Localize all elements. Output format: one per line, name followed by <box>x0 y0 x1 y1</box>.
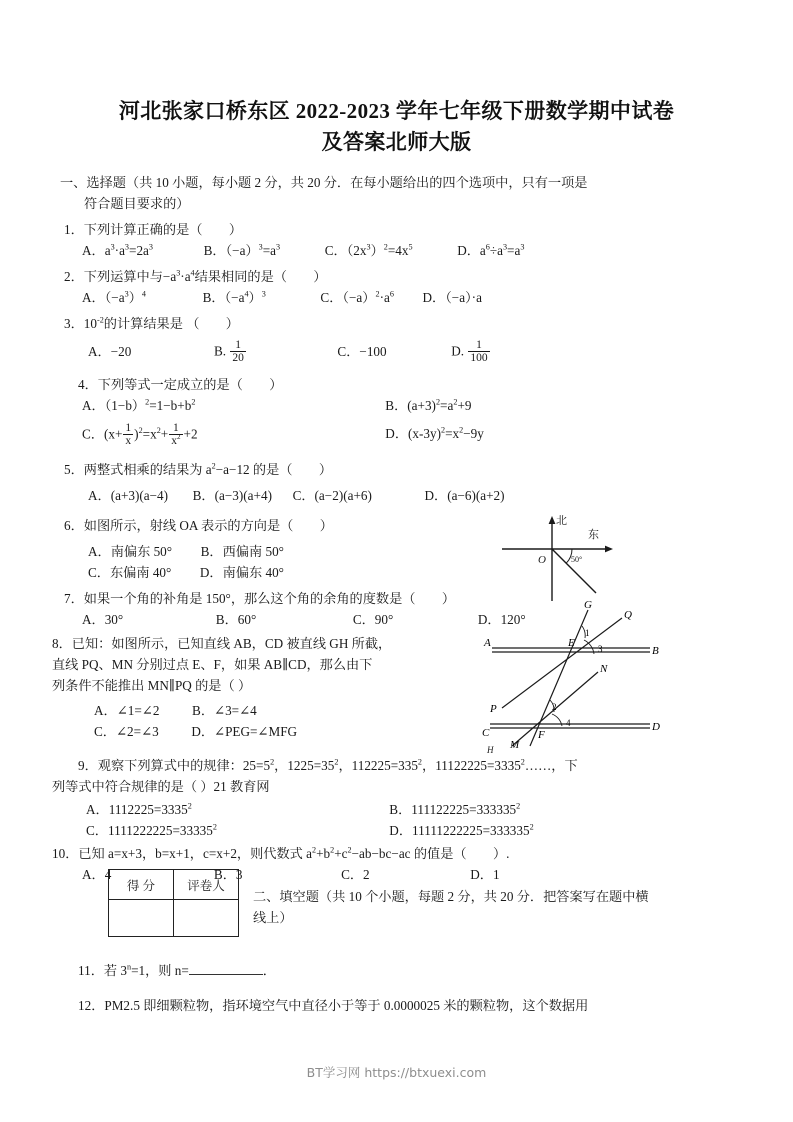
option-c[interactable]: C．(x+ $\frac{1}{x}$ )$^2=x^2+$ $\frac{1}{x^2}$ +2 <box>82 422 198 447</box>
label-F: F <box>538 729 545 741</box>
compass-origin-label: O <box>538 554 546 566</box>
option-b[interactable]: B．60° <box>215 612 257 627</box>
question-2-text: 下列运算中与$-a^3\cdot a^4$结果相同的是（ ） <box>83 268 327 284</box>
option-d[interactable]: D．（−a）·a <box>422 290 482 305</box>
score-value-cell[interactable] <box>109 900 174 937</box>
option-a[interactable]: A．30° <box>82 612 124 627</box>
question-8-stem-line-3: 列条件不能推出 MN∥PQ 的是（ ） <box>52 678 252 693</box>
score-header-cell: 得 分 <box>109 870 174 900</box>
question-8 <box>52 633 452 742</box>
option-a[interactable]: A．$(1-b)^2=1-b+b^2$ <box>82 397 196 413</box>
option-a[interactable]: A．南偏东 50° <box>88 544 173 559</box>
option-d[interactable]: D．120° <box>477 612 526 627</box>
option-d[interactable]: D．$a^6\div a^3=a^3$ <box>457 242 525 258</box>
option-a[interactable]: A．(a+3)(a−4) <box>88 488 169 503</box>
question-5-stem <box>52 459 741 480</box>
option-c[interactable]: C．$1111222225=33335^2$ <box>86 822 217 838</box>
question-12-number: 12． <box>78 998 105 1013</box>
question-5-text: 两整式相乘的结果为 $a^2-a-12$ 的是（ ） <box>83 461 333 477</box>
fraction-one-twentieth: $\frac{1}{20}$ <box>232 339 244 364</box>
question-10-text: 已知 a=x+3，b=x+1，c=x+2，则代数式 $a^2+b^2+c^2-ab-bc-ac$ 的值是（ ）. <box>78 845 510 861</box>
option-c[interactable]: C．90° <box>352 612 394 627</box>
option-d[interactable]: D．∠PEG=∠MFG <box>191 724 298 739</box>
question-4-options-row-1 <box>52 395 741 416</box>
question-2-options <box>52 287 741 308</box>
question-9-stem-line-1 <box>52 755 741 776</box>
question-1 <box>52 219 741 261</box>
question-8-options-row-2 <box>52 721 452 742</box>
question-1-stem <box>52 219 741 240</box>
section-2-heading-line-1: 二、填空题（共 10 个小题，每题 2 分，共 20 分．把答案写在题中横 <box>253 889 649 904</box>
option-a[interactable]: A．$a^3\cdot a^3=2a^3$ <box>82 242 153 258</box>
question-1-text: 下列计算正确的是（ ） <box>83 222 243 237</box>
figure-parallel-lines <box>482 596 662 748</box>
option-d[interactable]: D．(a−6)(a+2) <box>424 488 505 503</box>
option-a[interactable]: A．4 <box>82 867 112 882</box>
question-3-text: $10^{-2}$的计算结果是 （ ） <box>83 315 239 331</box>
question-10-stem <box>52 843 741 864</box>
score-table <box>108 869 239 937</box>
question-11 <box>52 960 742 981</box>
question-4 <box>52 374 741 448</box>
option-b[interactable]: B．3 <box>213 867 243 882</box>
title-line-1: 河北张家口桥东区 2022-2023 学年七年级下册数学期中试卷 <box>118 99 675 123</box>
compass-svg <box>496 513 666 605</box>
question-3 <box>52 313 741 365</box>
option-c[interactable]: C．$(-a)^2\cdot a^6$ <box>320 289 394 305</box>
compass-east-label: 东 <box>588 528 599 541</box>
table-row-header <box>109 870 239 900</box>
question-8-stem-line-1: 8．已知：如图所示，已知直线 AB，CD 被直线 GH 所截， <box>52 636 392 651</box>
label-angle-1: 1 <box>585 628 590 638</box>
question-9-text-1: 观察下列算式中的规律：$25=5^2$，$1225=35^2$，$112225=335^2$，$11122225=3335^2\dots\dots$，下 <box>97 757 578 773</box>
label-B: B <box>652 645 659 657</box>
page-title <box>0 0 793 158</box>
question-8-stem-line-2: 直线 PQ、MN 分别过点 E、F，如果 AB∥CD，那么由下 <box>52 657 373 672</box>
question-11-period: ． <box>262 963 276 978</box>
option-b[interactable]: B．西偏南 50° <box>200 544 284 559</box>
question-4-number: 4． <box>78 377 98 392</box>
section-2-heading <box>253 886 689 928</box>
option-b[interactable]: B．(a−3)(a+4) <box>192 488 272 503</box>
option-c[interactable]: C．东偏南 40° <box>88 565 172 580</box>
question-6-text: 如图所示，射线 OA 表示的方向是（ ） <box>83 518 333 533</box>
question-4-options-row-2 <box>52 416 741 448</box>
option-d[interactable]: D．$11111222225=333335^2$ <box>389 822 534 838</box>
question-2-number: 2． <box>64 269 84 284</box>
question-3-number: 3． <box>64 316 84 331</box>
fill-in-questions <box>52 955 742 1016</box>
question-10-number: 10． <box>52 846 79 861</box>
parallel-lines-svg <box>482 596 662 748</box>
question-7-number: 7． <box>64 591 84 606</box>
section-1-heading-line-2: 符合题目要求的） <box>84 196 190 211</box>
question-9-options-row-2 <box>52 820 741 841</box>
question-6-number: 6． <box>64 518 84 533</box>
label-D: D <box>652 721 660 733</box>
option-d[interactable]: D．1 <box>470 867 500 882</box>
question-2 <box>52 266 741 308</box>
label-angle-4: 4 <box>566 718 571 728</box>
compass-angle-label: 50° <box>571 555 583 564</box>
label-N: N <box>600 663 608 675</box>
question-5 <box>52 459 741 506</box>
question-7-text: 如果一个角的补角是 150°，那么这个角的余角的度数是（ ） <box>83 591 456 606</box>
label-P: P <box>490 703 497 715</box>
table-row <box>109 900 239 937</box>
label-E: E <box>568 637 575 649</box>
option-c[interactable]: C．−100 <box>337 343 387 359</box>
title-line-2: 及答案北师大版 <box>321 130 472 154</box>
fraction-one-hundredth: $\frac{1}{100}$ <box>470 339 488 364</box>
question-1-number: 1． <box>64 222 84 237</box>
option-c[interactable]: C．$(2x^3)^2=4x^5$ <box>324 242 413 258</box>
footer-watermark: BT学习网 https://btxuexi.com <box>306 1065 487 1080</box>
question-9-number: 9． <box>78 758 98 773</box>
option-a[interactable]: A．∠1=∠2 <box>94 703 160 718</box>
question-8-options-row-1 <box>52 696 452 721</box>
question-5-options <box>52 480 741 506</box>
question-3-options <box>52 334 741 365</box>
exam-body <box>0 158 793 885</box>
fraction-one-over-x-squared: $\frac{1}{x^2}$ <box>171 422 181 447</box>
label-M: M <box>510 739 520 748</box>
question-12 <box>52 995 742 1016</box>
option-c[interactable]: C．2 <box>341 867 370 882</box>
option-b[interactable]: B．$(-a^4)^3$ <box>202 289 266 305</box>
compass-north-label: 北 <box>556 514 567 527</box>
question-11-text: 若 $3^n=1$，则 n= <box>103 962 189 978</box>
section-1-heading <box>52 172 741 214</box>
grader-value-cell[interactable] <box>174 900 239 937</box>
option-c[interactable]: C．(a−2)(a+6) <box>292 488 372 503</box>
label-C: C <box>482 727 490 739</box>
section-1-heading-line-1: 一、选择题（共 10 小题，每小题 2 分，共 20 分．在每小题给出的四个选项中，只有一项是 <box>60 175 588 190</box>
question-9-stem-line-2: 列等式中符合规律的是（ ）21 教育网 <box>52 779 270 794</box>
option-d[interactable]: D．$(x-3y)^2=x^2-9y$ <box>385 425 484 441</box>
option-a[interactable]: A．−20 <box>88 343 132 359</box>
question-4-text: 下列等式一定成立的是（ ） <box>97 377 283 392</box>
question-11-answer-blank[interactable] <box>189 963 263 975</box>
label-H: H <box>487 745 494 755</box>
question-2-stem <box>52 266 741 287</box>
label-angle-2: 2 <box>552 702 557 712</box>
option-b[interactable]: B．∠3=∠4 <box>192 703 257 718</box>
question-5-number: 5． <box>64 462 84 477</box>
label-angle-3: 3 <box>598 644 603 654</box>
question-9-options-row-1 <box>52 797 741 820</box>
question-11-number: 11． <box>78 963 104 978</box>
label-A: A <box>484 637 491 649</box>
label-G: G <box>584 599 592 611</box>
fraction-one-over-x: $\frac{1}{x}$ <box>125 422 132 447</box>
question-3-stem <box>52 313 741 334</box>
grader-header-cell: 评卷人 <box>174 870 239 900</box>
option-b[interactable]: B．$(a+3)^2=a^2+9$ <box>385 397 472 413</box>
option-c[interactable]: C．∠2=∠3 <box>94 724 159 739</box>
option-b[interactable]: B. $\frac{1}{20}$ <box>213 339 244 364</box>
figure-compass-directions <box>496 513 666 605</box>
question-9 <box>52 755 741 841</box>
question-12-text: PM2.5 即细颗粒物，指环境空气中直径小于等于 0.0000025 米的颗粒物，这个数据用 <box>104 998 589 1013</box>
section-2-heading-line-2: 线上） <box>253 910 293 925</box>
option-a[interactable]: A．$1112225=3335^2$ <box>86 801 192 817</box>
question-8-number: 8． <box>52 636 72 651</box>
option-d[interactable]: D. $\frac{1}{100}$ <box>451 339 488 364</box>
option-b[interactable]: B．$(-a)^3=a^3$ <box>203 242 281 258</box>
question-4-stem <box>52 374 741 395</box>
option-d[interactable]: D．南偏东 40° <box>199 565 284 580</box>
question-1-options <box>52 240 741 261</box>
option-a[interactable]: A．$(-a^3)^4$ <box>82 289 146 305</box>
label-Q: Q <box>624 609 632 621</box>
option-b[interactable]: B．$111122225=333335^2$ <box>389 801 521 817</box>
